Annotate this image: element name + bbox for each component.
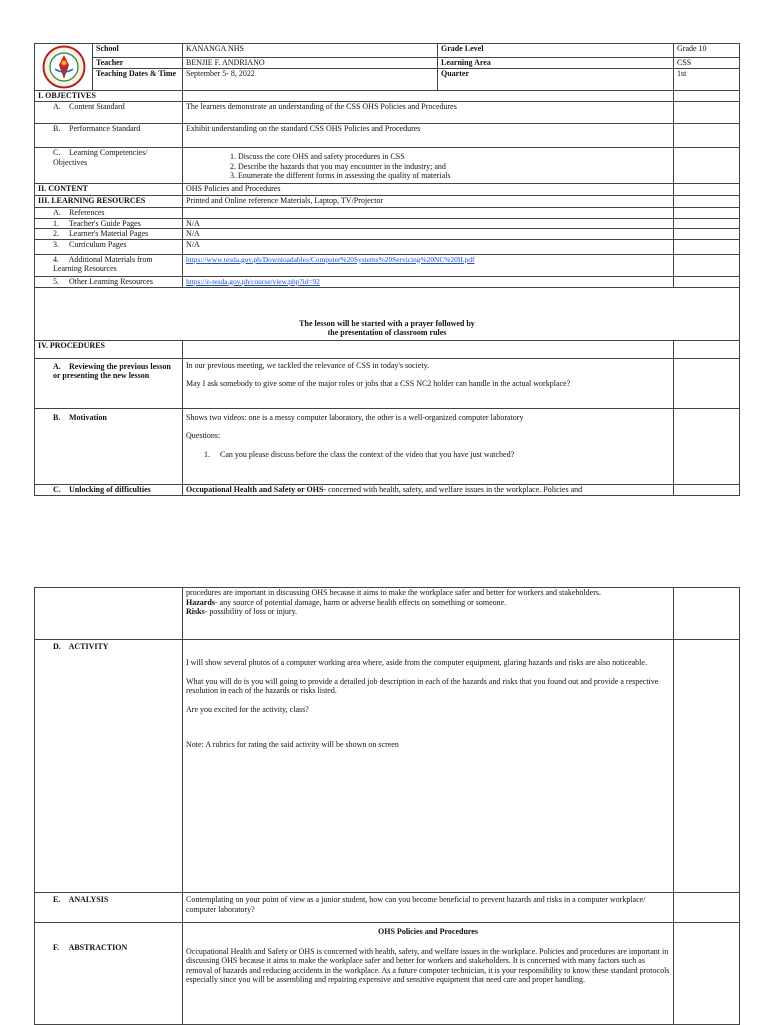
school-label: School xyxy=(93,44,183,58)
page-2 xyxy=(34,587,739,1025)
abstraction-label: F. ABSTRACTION xyxy=(35,923,183,1025)
school-logo-cell xyxy=(35,44,93,91)
unlocking-difficulties-start: Occupational Health and Safety or OHS- concerned with health, safety, and welfare issues in the workplace. Policies and xyxy=(183,484,674,495)
competency-item: 1. Discuss the core OHS and safety procedures in CSS xyxy=(238,152,670,162)
teacher-value: BENJIE F. ANDRIANO xyxy=(183,57,438,68)
lesson-plan-table-page-2 xyxy=(34,587,740,1025)
activity-content: I will show several photos of a computer working area where, aside from the computer equipment, glaring hazards and risks are also noticeable. What you will do is you will going to provide a detailed job description in each of the hazards and risks that you found out and provide a respective resolution in each of the hazards or risks listed. Are you excited for the activity, class? Note: A rubrics for rating the said activity will be shown on screen xyxy=(183,640,674,893)
teaching-dates-label: Teaching Dates & Time xyxy=(93,69,183,91)
competency-item: 2. Describe the hazards that you may encounter in the industry; and xyxy=(238,162,670,172)
procedures-heading: IV. PROCEDURES xyxy=(35,340,183,358)
curriculum-pages-label: 3. Curriculum Pages xyxy=(35,239,183,254)
review-lesson-label: A. Reviewing the previous lesson or presenting the new lesson xyxy=(35,358,183,408)
objectives-heading: I. OBJECTIVES xyxy=(35,91,183,102)
content-value: OHS Policies and Procedures xyxy=(183,184,674,196)
grade-level-value: Grade 10 xyxy=(674,44,740,58)
competency-item: 3. Enumerate the different forms in assessing the quality of materials xyxy=(238,171,670,181)
references-label: A. References xyxy=(35,208,183,219)
quarter-value: 1st xyxy=(674,69,740,91)
content-heading: II. CONTENT xyxy=(35,184,183,196)
learners-material-label: 2. Learner's Material Pages xyxy=(35,229,183,240)
teachers-guide-value: N/A xyxy=(183,218,674,229)
teaching-dates-value: September 5- 8, 2022 xyxy=(183,69,438,91)
lesson-plan-table-page-1 xyxy=(34,43,740,496)
analysis-content: Contemplating on your point of view as a junior student, how can you become beneficial to prevent hazards and risks in a computer workplace/ computer laboratory? xyxy=(183,893,674,923)
unlocking-difficulties-continued: procedures are important in discussing OHS because it aims to make the workplace safer and better for workers and stakeholders. Hazards- any source of potential damage, harm or adverse health effects on something or someone. Risks- possibility of loss or injury. xyxy=(183,588,674,640)
prayer-note: The lesson will be started with a prayer followed by the presentation of classroom rules xyxy=(35,287,740,340)
school-value: KANANGA NHS xyxy=(183,44,438,58)
additional-materials-link[interactable]: https://www.tesda.gov.ph/Downloadables/Computer%20Systems%20Servicing%20NC%20II.pdf xyxy=(186,254,475,264)
teacher-label: Teacher xyxy=(93,57,183,68)
motivation-content: Shows two videos: one is a messy computer laboratory, the other is a well-organized computer laboratory Questions: 1. Can you please discuss before the class the context of the video that you have just watched? xyxy=(183,408,674,484)
additional-materials-label: 4. Additional Materials from Learning Resources xyxy=(35,254,183,276)
abstraction-content: OHS Policies and Procedures Occupational Health and Safety or OHS is concerned with health, safety, and welfare issues in the workplace. Policies and procedures are important in discussing OHS because it aims to make the workplace safer and better for workers and stakeholders. It is concerned with many factors such as removal of hazards and reducing accidents in the workplace. As a future computer technician, it is your responsibility to know these standard protocols especially since you will be assembling and repairing expensive and sensitive equipment that need care and proper handling. xyxy=(183,923,674,1025)
motivation-label: B. Motivation xyxy=(35,408,183,484)
teachers-guide-label: 1. Teacher's Guide Pages xyxy=(35,218,183,229)
learning-resources-heading: III. LEARNING RESOURCES xyxy=(35,196,183,208)
other-resources-link[interactable]: https://e-tesda.gov.ph/course/view.php?id=92 xyxy=(186,276,320,286)
activity-label: D. ACTIVITY xyxy=(35,640,183,893)
review-lesson-content: In our previous meeting, we tackled the relevance of CSS in today's society. May I ask somebody to give some of the major roles or jobs that a CSS NC2 holder can handle in the actual workplace? xyxy=(183,358,674,408)
page-1 xyxy=(34,43,739,496)
performance-standard-label: B. Performance Standard xyxy=(35,124,183,148)
learners-material-value: N/A xyxy=(183,229,674,240)
learning-area-label: Learning Area xyxy=(438,57,674,68)
learning-competencies-label: C. Learning Competencies/ Objectives xyxy=(35,148,183,184)
other-resources-label: 5. Other Learning Resources xyxy=(35,276,183,287)
performance-standard-value: Exhibit understanding on the standard CSS OHS Policies and Procedures xyxy=(183,124,674,148)
grade-level-label: Grade Level xyxy=(438,44,674,58)
content-standard-value: The learners demonstrate an understanding of the CSS OHS Policies and Procedures xyxy=(183,102,674,124)
unlocking-difficulties-label: C. Unlocking of difficulties xyxy=(35,484,183,495)
additional-materials-link-cell xyxy=(183,254,674,276)
learning-resources-value: Printed and Online reference Materials, Laptop, TV/Projector xyxy=(183,196,674,208)
analysis-label: E. ANALYSIS xyxy=(35,893,183,923)
school-logo xyxy=(40,45,88,89)
other-resources-link-cell xyxy=(183,276,674,287)
quarter-label: Quarter xyxy=(438,69,674,91)
curriculum-pages-value: N/A xyxy=(183,239,674,254)
learning-competencies-list xyxy=(183,148,674,184)
content-standard-label: A. Content Standard xyxy=(35,102,183,124)
learning-area-value: CSS xyxy=(674,57,740,68)
